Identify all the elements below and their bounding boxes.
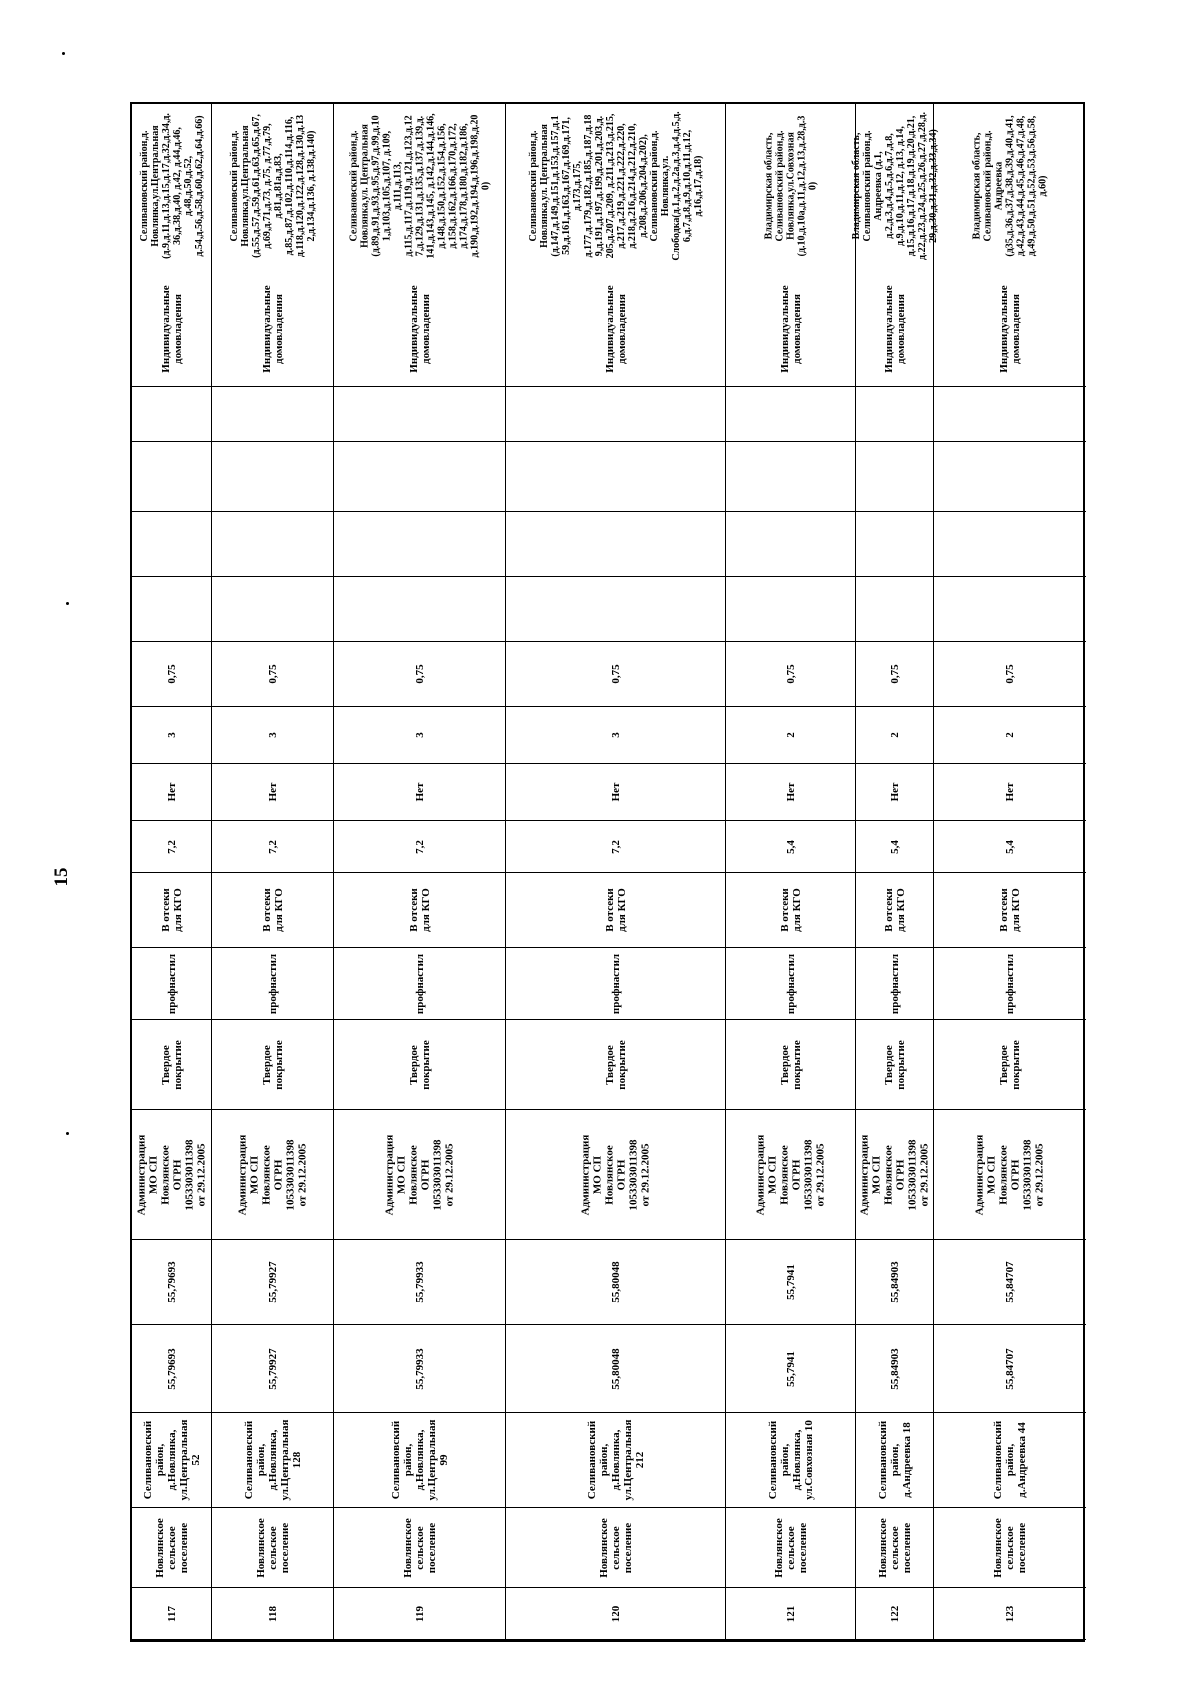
cell-settlement	[726, 1508, 855, 1588]
cell-lat	[334, 1325, 505, 1413]
cell-text-shed: Нет	[888, 782, 901, 802]
cell-text-served: Селивановский район,д. Новлянка,ул. Центральная (д.89,д.91,д.93,д.95,д.97,д.99,д.10 1,д.103,д.105,д.107, д.109, д.111,д.113, д.115,д.117,д.119,д.121,д.123,д.12 7,д.129,д.131,д.135,д.137,д.139,д. 141,д.143,д.145, д.142,д.144,д.146, д.148,д.150,д.152,д.154,д.156, д.158,д.162,д.166,д.170,д.172, д.174,д.178,д.180,д.182,д.186, д.190,д.192,д.194,д.196,д.198,д.20 0)	[348, 113, 491, 259]
cell-c3	[856, 442, 933, 512]
cell-type	[132, 873, 211, 948]
cell-shed	[334, 764, 505, 821]
cell-text-served: Селивановский район,д. Новлянка,ул.Центральная (д.9,д.11,д.13,д.15,д.17,д.32,д.34,д. 36,д.38,д.40, д.42, д.44,д.46, д.48,д.50,д.52, д.54,д.56,д.58,д.60,д.62,д.64,д.66)	[138, 113, 205, 259]
cell-lat	[934, 1325, 1086, 1413]
cell-surface	[726, 1020, 855, 1110]
cell-source	[934, 272, 1086, 387]
cell-text-lat: 55,79927	[266, 1347, 279, 1390]
cell-c4	[334, 387, 505, 442]
cell-text-shed: Нет	[1003, 782, 1016, 802]
cell-text-type: В отсеки для КГО	[882, 888, 907, 932]
cell-text-source: Индивидуальные домовладения	[159, 285, 184, 373]
cell-text-fence: профнастил	[888, 953, 901, 1014]
cell-area	[212, 821, 333, 873]
cell-c3	[132, 442, 211, 512]
cell-owner	[334, 1110, 505, 1240]
cell-c2	[506, 512, 725, 577]
cell-volume	[132, 642, 211, 707]
cell-text-surface: Твердое покрытие	[407, 1039, 432, 1090]
cell-type	[856, 873, 933, 948]
cell-text-served: Селивановский район,д. Новлянка,ул. Центральная (д.147,д.149,д.151,д.153,д.157,д.1 59,д.161,д.163,д.167,д.169,д.171, д.173,д.175, д.177,д.179,д.182,д.185,д.187,д.18 9,д.191,д.197,д.199,д.201,д.203,д. 205,д.207,д.209, д.211,д.213,д.215, д.217,д.219,д.221,д.222,д.220, д.218,д.216,д.214,д.212,д.210, д.208,д.206,д.204,д.202), Селивановский район,д. Новлянка,ул. Слободка(д.1,д.2,д.2а,д.3,д.4,д.5,д. 6,д.7,д.8,д.9,д.10,д.11,д.12, д.16,д.17,д.18)	[527, 111, 704, 261]
cell-text-shed: Нет	[165, 782, 178, 802]
cell-c4	[726, 387, 855, 442]
cell-text-source: Индивидуальные домовладения	[603, 285, 628, 373]
cell-text-count: 2	[1003, 732, 1016, 738]
cell-surface	[212, 1020, 333, 1110]
cell-text-owner: Администрация МО СП Новлянское ОГРН 1053303011398 от 29.12.2005	[236, 1134, 309, 1215]
cell-text-settlement: Новлянское сельское поселение	[876, 1517, 913, 1578]
cell-c2	[856, 512, 933, 577]
cell-fence	[212, 948, 333, 1020]
cell-text-fence: профнастил	[1003, 953, 1016, 1014]
cell-c4	[856, 387, 933, 442]
cell-location	[726, 1413, 855, 1508]
cell-text-volume: 0,75	[609, 664, 622, 684]
cell-text-shed: Нет	[784, 782, 797, 802]
cell-text-fence: профнастил	[784, 953, 797, 1014]
cell-c3	[506, 442, 725, 512]
cell-lon	[212, 1240, 333, 1325]
cell-fence	[334, 948, 505, 1020]
cell-location	[132, 1413, 211, 1508]
cell-fence	[934, 948, 1086, 1020]
cell-text-location: Селивановский район, д.Новлянка, ул.Центральная 128	[242, 1419, 303, 1501]
cell-c1	[334, 577, 505, 642]
scan-dot	[66, 1132, 69, 1135]
cell-owner	[212, 1110, 333, 1240]
cell-area	[334, 821, 505, 873]
table-row	[850, 104, 939, 1640]
table-row	[934, 104, 1086, 1640]
cell-text-lat: 55,79693	[165, 1347, 178, 1390]
cell-location	[856, 1413, 933, 1508]
cell-fence	[506, 948, 725, 1020]
cell-text-volume: 0,75	[1003, 664, 1016, 684]
cell-text-count: 3	[609, 732, 622, 738]
cell-type	[212, 873, 333, 948]
cell-text-num: 122	[888, 1605, 901, 1622]
cell-text-area: 7,2	[609, 839, 622, 854]
cell-count	[132, 707, 211, 764]
cell-text-area: 5,4	[784, 839, 797, 854]
cell-count	[506, 707, 725, 764]
cell-text-source: Индивидуальные домовладения	[997, 285, 1022, 373]
cell-text-served: Владимирская область, Селивановский район,д. Андреевка (д35,д.36,д.37,д.38,д.39,д.40,д.41, д.42,д.43,д.44,д.45,д.46,д.47,д.48, д.49,д.50,д.51,д.52,д.53,д.56,д.58, д.60)	[971, 115, 1049, 257]
cell-location	[212, 1413, 333, 1508]
cell-text-lon: 55,84903	[888, 1261, 901, 1303]
cell-served	[132, 100, 211, 272]
cell-text-surface: Твердое покрытие	[159, 1039, 184, 1090]
registry-table	[130, 102, 1085, 1642]
cell-num	[212, 1588, 333, 1640]
cell-c1	[934, 577, 1086, 642]
cell-fence	[856, 948, 933, 1020]
cell-settlement	[934, 1508, 1086, 1588]
cell-type	[506, 873, 725, 948]
cell-text-area: 7,2	[413, 839, 426, 854]
cell-num	[934, 1588, 1086, 1640]
cell-shed	[856, 764, 933, 821]
cell-type	[726, 873, 855, 948]
cell-c2	[726, 512, 855, 577]
cell-volume	[506, 642, 725, 707]
cell-c3	[726, 442, 855, 512]
cell-c1	[856, 577, 933, 642]
table-row	[212, 104, 334, 1640]
cell-c2	[334, 512, 505, 577]
cell-text-owner: Администрация МО СП Новлянское ОГРН 1053303011398 от 29.12.2005	[383, 1134, 456, 1215]
cell-surface	[506, 1020, 725, 1110]
table-row	[132, 104, 212, 1640]
cell-text-area: 5,4	[888, 839, 901, 854]
cell-count	[212, 707, 333, 764]
cell-shed	[506, 764, 725, 821]
cell-text-area: 5,4	[1003, 839, 1016, 854]
cell-c2	[132, 512, 211, 577]
cell-source	[212, 272, 333, 387]
cell-text-served: Селивановский район,д. Новлянка,ул.Центральная (д.55,д.57,д.59,д.61,д.63,д.65,д.67, д.69,д.71,д.73, д.75, д.77,д.79, д.81,д.81а,д.83, д.85,д.87,д.102,д.110,д.114,д.116, д.118,д.120,д.122,д.128,д.130,д.13 2,д.134,д.136, д.138,д.140)	[228, 114, 317, 258]
cell-count	[934, 707, 1086, 764]
cell-text-lon: 55,80048	[609, 1261, 622, 1303]
cell-text-location: Селивановский район, д.Новлянка, ул.Центральная 52	[141, 1419, 202, 1501]
cell-c1	[726, 577, 855, 642]
cell-text-fence: профнастил	[165, 953, 178, 1014]
cell-source	[132, 272, 211, 387]
cell-text-type: В отсеки для КГО	[260, 888, 285, 932]
cell-c4	[506, 387, 725, 442]
cell-type	[934, 873, 1086, 948]
cell-location	[506, 1413, 725, 1508]
table-row	[506, 104, 726, 1640]
cell-text-settlement: Новлянское сельское поселение	[772, 1517, 809, 1578]
cell-text-area: 7,2	[266, 839, 279, 854]
cell-owner	[132, 1110, 211, 1240]
cell-text-lon: 55,79927	[266, 1261, 279, 1303]
cell-text-type: В отсеки для КГО	[778, 888, 803, 932]
cell-source	[726, 272, 855, 387]
cell-c2	[934, 512, 1086, 577]
cell-text-shed: Нет	[413, 782, 426, 802]
page-number: 15	[51, 867, 72, 887]
cell-text-owner: Администрация МО СП Новлянское ОГРН 1053303011398 от 29.12.2005	[973, 1134, 1047, 1215]
cell-text-num: 119	[413, 1605, 426, 1622]
cell-text-served: Владимирская область, Селивановский район,д. Андреевка (д.1, д.2,д.3,д.4,д.5,д.6,д.7,д.8, д.9,д.10,д.11,д.12, д.13, д.14, д.15,д.16,д.17,д.18,д.19,д.20,д.21, д.22,д.23,д.24,д.25,д.26,д.27,д.28,д. 29,д.30,д.31,д.32,д.33,д.34)	[850, 112, 939, 260]
cell-text-volume: 0,75	[266, 664, 279, 684]
cell-text-settlement: Новлянское сельское поселение	[254, 1517, 291, 1578]
cell-owner	[856, 1110, 933, 1240]
cell-text-count: 3	[165, 732, 178, 738]
cell-settlement	[212, 1508, 333, 1588]
cell-volume	[726, 642, 855, 707]
cell-text-lon: 55,84707	[1003, 1261, 1016, 1303]
cell-lat	[132, 1325, 211, 1413]
cell-lon	[334, 1240, 505, 1325]
cell-text-surface: Твердое покрытие	[778, 1039, 803, 1090]
cell-c4	[132, 387, 211, 442]
cell-count	[726, 707, 855, 764]
cell-c3	[334, 442, 505, 512]
cell-served	[850, 100, 939, 272]
cell-shed	[726, 764, 855, 821]
cell-served	[506, 100, 725, 272]
cell-owner	[934, 1110, 1086, 1240]
cell-volume	[334, 642, 505, 707]
cell-area	[726, 821, 855, 873]
cell-settlement	[506, 1508, 725, 1588]
cell-location	[334, 1413, 505, 1508]
cell-shed	[934, 764, 1086, 821]
cell-c3	[934, 442, 1086, 512]
cell-text-num: 121	[784, 1605, 797, 1622]
cell-settlement	[132, 1508, 211, 1588]
cell-volume	[856, 642, 933, 707]
cell-num	[856, 1588, 933, 1640]
cell-text-surface: Твердое покрытие	[882, 1039, 907, 1090]
cell-count	[334, 707, 505, 764]
cell-text-source: Индивидуальные домовладения	[778, 285, 803, 373]
cell-text-owner: Администрация МО СП Новлянское ОГРН 1053303011398 от 29.12.2005	[135, 1134, 208, 1215]
cell-num	[726, 1588, 855, 1640]
cell-text-lat: 55,80048	[609, 1347, 622, 1390]
cell-num	[334, 1588, 505, 1640]
cell-served	[212, 100, 333, 272]
cell-lon	[132, 1240, 211, 1325]
scan-dot	[62, 52, 65, 55]
cell-text-count: 2	[784, 732, 797, 738]
cell-served	[726, 100, 855, 272]
cell-text-settlement: Новлянское сельское поселение	[153, 1517, 190, 1578]
cell-c4	[212, 387, 333, 442]
cell-text-lat: 55,7941	[784, 1350, 797, 1387]
cell-c1	[506, 577, 725, 642]
cell-text-fence: профнастил	[413, 953, 426, 1014]
cell-lon	[856, 1240, 933, 1325]
cell-text-volume: 0,75	[888, 664, 901, 684]
cell-text-count: 3	[266, 732, 279, 738]
cell-settlement	[334, 1508, 505, 1588]
cell-text-served: Владимирская область, Селивановский район,д. Новлянка,ул.Совхозная (д.10,д.10а,д.11,д.12,д.13,д.28,д.3 0)	[763, 115, 818, 257]
cell-text-settlement: Новлянское сельское поселение	[991, 1517, 1029, 1578]
cell-text-lon: 55,79693	[165, 1261, 178, 1303]
cell-served	[934, 100, 1086, 272]
cell-text-lon: 55,79933	[413, 1261, 426, 1303]
cell-owner	[506, 1110, 725, 1240]
table-row	[334, 104, 506, 1640]
cell-location	[934, 1413, 1086, 1508]
cell-c3	[212, 442, 333, 512]
cell-text-type: В отсеки для КГО	[997, 888, 1022, 932]
cell-text-source: Индивидуальные домовладения	[407, 285, 432, 373]
cell-text-count: 2	[888, 732, 901, 738]
cell-text-location: Селивановский район, д.Новлянка, ул.Центральная 99	[389, 1419, 450, 1501]
cell-text-location: Селивановский район, д.Андреевка 44	[991, 1420, 1029, 1500]
cell-source	[334, 272, 505, 387]
cell-source	[506, 272, 725, 387]
cell-source	[856, 272, 933, 387]
cell-text-owner: Администрация МО СП Новлянское ОГРН 1053303011398 от 29.12.2005	[754, 1134, 827, 1215]
cell-c4	[934, 387, 1086, 442]
cell-settlement	[856, 1508, 933, 1588]
cell-text-fence: профнастил	[609, 953, 622, 1014]
cell-shed	[132, 764, 211, 821]
cell-text-area: 7,2	[165, 839, 178, 854]
cell-text-count: 3	[413, 732, 426, 738]
cell-text-source: Индивидуальные домовладения	[882, 285, 907, 373]
cell-text-shed: Нет	[266, 782, 279, 802]
cell-lon	[506, 1240, 725, 1325]
cell-text-owner: Администрация МО СП Новлянское ОГРН 1053303011398 от 29.12.2005	[579, 1134, 652, 1215]
cell-owner	[726, 1110, 855, 1240]
cell-fence	[726, 948, 855, 1020]
cell-text-location: Селивановский район, д.Новлянка, ул.Центральная 212	[585, 1419, 646, 1501]
cell-lat	[726, 1325, 855, 1413]
cell-shed	[212, 764, 333, 821]
table-row	[726, 104, 856, 1640]
cell-text-surface: Твердое покрытие	[997, 1039, 1022, 1090]
cell-text-surface: Твердое покрытие	[603, 1039, 628, 1090]
cell-text-location: Селивановский район, д.Андреевка 18	[876, 1420, 913, 1500]
cell-surface	[132, 1020, 211, 1110]
cell-text-volume: 0,75	[413, 664, 426, 684]
cell-count	[856, 707, 933, 764]
cell-lon	[934, 1240, 1086, 1325]
cell-text-settlement: Новлянское сельское поселение	[597, 1517, 634, 1578]
cell-num	[506, 1588, 725, 1640]
cell-text-location: Селивановский район, д.Новлянка, ул.Совхозная 10	[766, 1420, 815, 1500]
cell-text-shed: Нет	[609, 782, 622, 802]
cell-text-settlement: Новлянское сельское поселение	[401, 1517, 438, 1578]
cell-text-source: Индивидуальные домовладения	[260, 285, 285, 373]
cell-text-num: 120	[609, 1605, 622, 1622]
cell-text-lon: 55,7941	[784, 1264, 797, 1300]
cell-text-num: 123	[1003, 1605, 1016, 1622]
cell-text-fence: профнастил	[266, 953, 279, 1014]
cell-volume	[934, 642, 1086, 707]
cell-text-surface: Твердое покрытие	[260, 1039, 285, 1090]
cell-lat	[856, 1325, 933, 1413]
cell-type	[334, 873, 505, 948]
cell-text-type: В отсеки для КГО	[159, 888, 184, 932]
cell-c2	[212, 512, 333, 577]
cell-area	[934, 821, 1086, 873]
cell-area	[856, 821, 933, 873]
cell-text-owner: Администрация МО СП Новлянское ОГРН 1053303011398 от 29.12.2005	[858, 1134, 931, 1215]
cell-volume	[212, 642, 333, 707]
cell-text-lat: 55,84707	[1003, 1347, 1016, 1390]
cell-surface	[934, 1020, 1086, 1110]
cell-area	[506, 821, 725, 873]
cell-text-volume: 0,75	[784, 664, 797, 684]
cell-lon	[726, 1240, 855, 1325]
cell-lat	[506, 1325, 725, 1413]
cell-num	[132, 1588, 211, 1640]
cell-text-type: В отсеки для КГО	[407, 888, 432, 932]
cell-fence	[132, 948, 211, 1020]
cell-area	[132, 821, 211, 873]
cell-c1	[212, 577, 333, 642]
cell-lat	[212, 1325, 333, 1413]
cell-served	[334, 100, 505, 272]
cell-text-lat: 55,84903	[888, 1347, 901, 1390]
cell-text-lat: 55,79933	[413, 1347, 426, 1390]
cell-text-volume: 0,75	[165, 664, 178, 684]
cell-text-num: 118	[266, 1605, 279, 1622]
cell-surface	[856, 1020, 933, 1110]
scan-dot	[66, 602, 69, 605]
cell-text-num: 117	[165, 1605, 178, 1622]
cell-c1	[132, 577, 211, 642]
cell-surface	[334, 1020, 505, 1110]
cell-text-type: В отсеки для КГО	[603, 888, 628, 932]
